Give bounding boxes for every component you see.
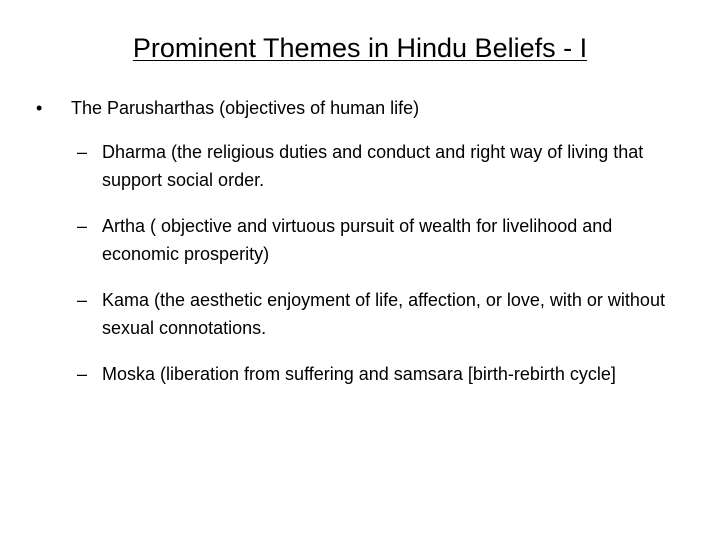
bullet-icon: • [36, 98, 43, 118]
dash-icon: – [77, 142, 88, 162]
sub-bullet-kama [77, 286, 697, 342]
dash-icon: – [77, 364, 88, 384]
main-bullet [36, 96, 696, 120]
sub-bullet-text: Artha ( objective and virtuous pursuit of wealth for livelihood and economic prosperity) [102, 216, 613, 264]
sub-bullet-dharma [77, 138, 697, 194]
slide-title: Prominent Themes in Hindu Beliefs - I [132, 33, 588, 63]
sub-bullet-text: Kama (the aesthetic enjoyment of life, affection, or love, with or without sexual connotations. [102, 290, 665, 338]
sub-bullet-artha [77, 212, 697, 268]
sub-bullet-list [77, 138, 697, 406]
sub-bullet-text: Dharma (the religious duties and conduct and right way of living that support social order. [102, 142, 644, 190]
sub-bullet-text: Moska (liberation from suffering and samsara [birth-rebirth cycle] [102, 364, 616, 384]
main-bullet-text: The Parusharthas (objectives of human life) [71, 98, 420, 118]
sub-bullet-moska [77, 360, 697, 388]
dash-icon: – [77, 216, 88, 236]
dash-icon: – [77, 290, 88, 310]
